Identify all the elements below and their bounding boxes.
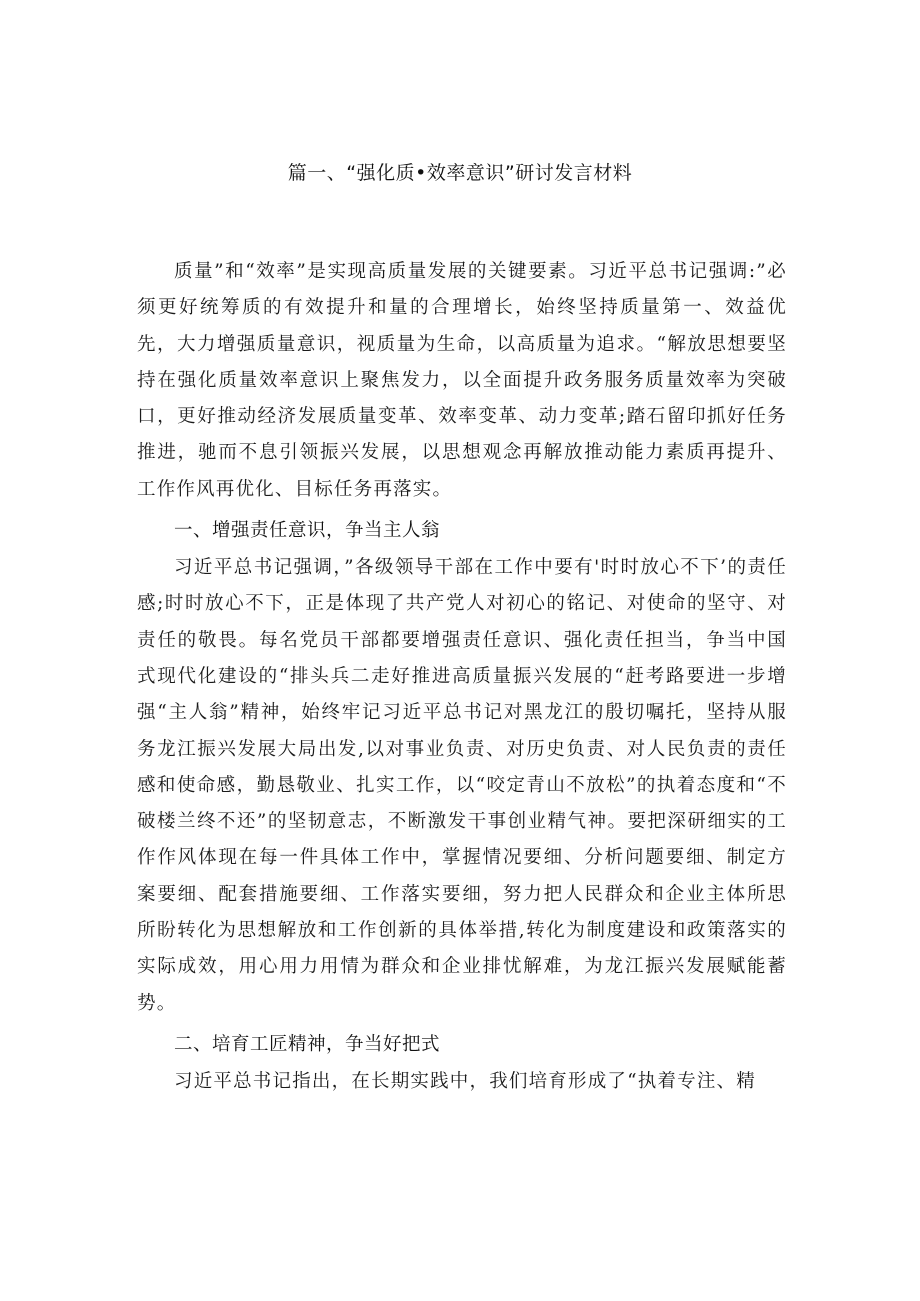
section-paragraph-craftsmanship: 习近平总书记指出，在长期实践中，我们培育形成了“执着专注、精	[174, 1070, 756, 1092]
section-heading-craftsmanship: 二、培育工匠精神，争当好把式	[174, 1033, 441, 1055]
section-heading-responsibility: 一、增强责任意识，争当主人翁	[174, 520, 441, 542]
document-title: 篇一、“强化质•效率意识”研讨发言材料	[287, 162, 633, 184]
document-body	[137, 254, 787, 1100]
intro-paragraph: 质量”和“效率”是实现高质量发展的关键要素。习近平总书记强调:”必须更好统筹质的有效提升和量的合理增长，始终坚持质量第一、效益优先，大力增强质量意识，视质量为生命，以高质量为追求。“解放思想要坚持在强化质量效率意识上聚焦发力，以全面提升政务服务质量效率为突破口，更好推动经济发展质量变革、效率变革、动力变革;踏石留印抓好任务推进，驰而不息引领振兴发展，以思想观念再解放推动能力素质再提升、工作作风再优化、目标任务再落实。	[137, 261, 787, 500]
section-paragraph-responsibility: 习近平总书记强调，”各级领导干部在工作中要有'时时放心不下’的责任感;时时放心不下，正是体现了共产党人对初心的铭记、对使命的坚守、对责任的敬畏。每名党员干部都要增强责任意识、强化责任担当，争当中国式现代化建设的“排头兵二走好推进高质量振兴发展的“赶考路要进一步增强“主人翁”精神，始终牢记习近平总书记对黑龙江的殷切嘱托，坚持从服务龙江振兴发展大局出发,以对事业负责、对历史负责、对人民负责的责任感和使命感，勤恳敬业、扎实工作，以“咬定青山不放松”的执着态度和“不破楼兰终不还”的坚韧意志，不断激发干事创业精气神。要把深研细实的工作作风体现在每一件具体工作中，掌握情况要细、分析问题要细、制定方案要细、配套措施要细、工作落实要细，努力把人民群众和企业主体所思所盼转化为思想解放和工作创新的具体举措,转化为制度建设和政策落实的实际成效，用心用力用情为群众和企业排忧解难，为龙江振兴发展赋能蓄势。	[137, 557, 787, 1014]
